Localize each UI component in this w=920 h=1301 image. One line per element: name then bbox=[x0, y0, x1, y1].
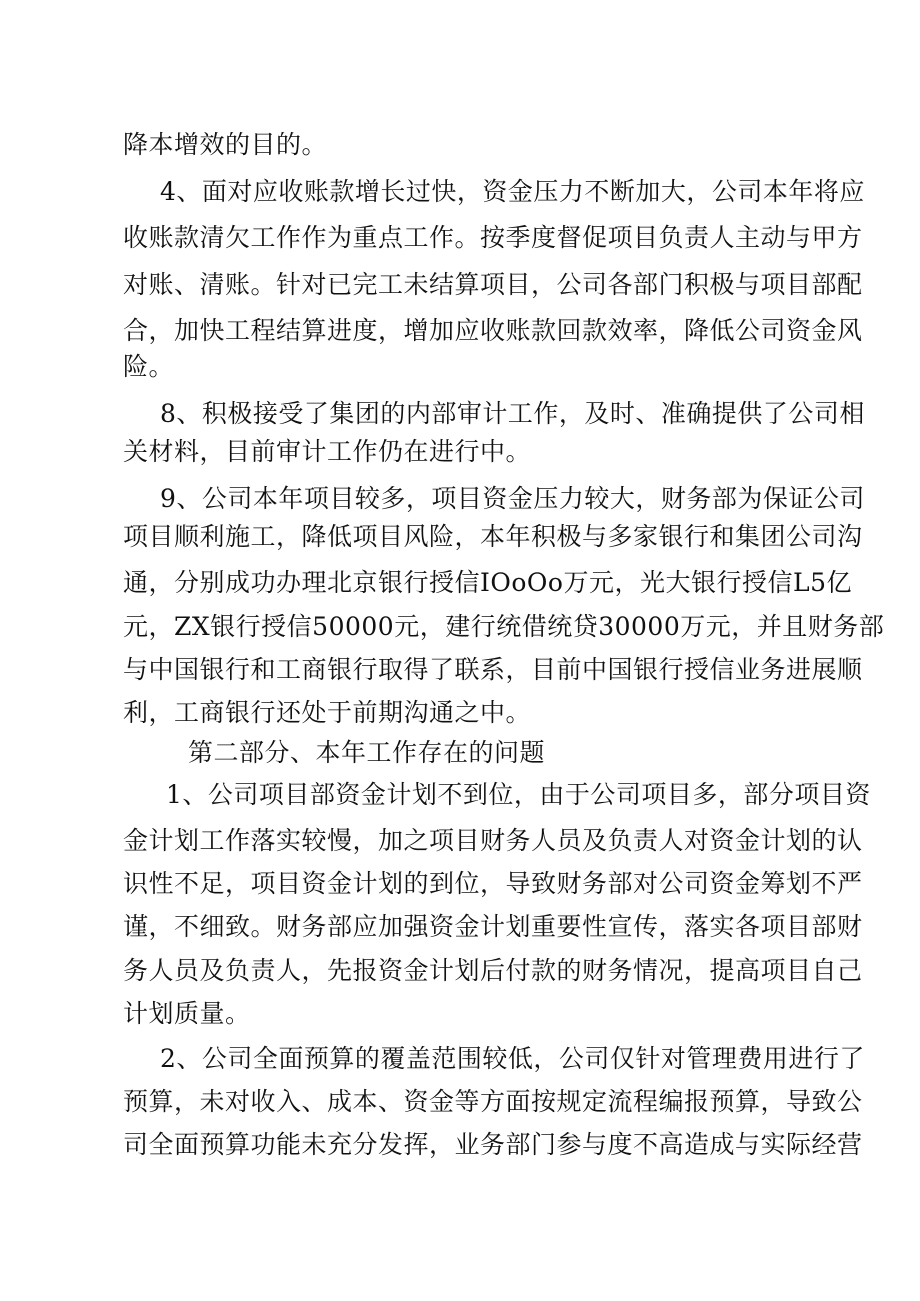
text-line: 8、积极接受了集团的内部审计工作，及时、准确提供了公司相 bbox=[160, 399, 865, 428]
text-line: 降本增效的目的。 bbox=[123, 130, 328, 159]
text-line: 2、公司全面预算的覆盖范围较低，公司仅针对管理费用进行了 bbox=[160, 1044, 865, 1073]
text-line: 险。 bbox=[123, 352, 175, 381]
text-line: 金计划工作落实较慢，加之项目财务人员及负责人对资金计划的认 bbox=[123, 826, 863, 855]
text-line: 4、面对应收账款增长过快，资金压力不断加大，公司本年将应 bbox=[160, 177, 865, 206]
text-line: 预算，未对收入、成本、资金等方面按规定流程编报预算，导致公 bbox=[123, 1087, 863, 1116]
text-line: 1、公司项目部资金计划不到位，由于公司项目多，部分项目资 bbox=[166, 780, 871, 809]
text-line: 务人员及负责人，先报资金计划后付款的财务情况，提高项目自己 bbox=[123, 956, 863, 985]
text-line: 合，加快工程结算进度，增加应收账款回款效率，降低公司资金风 bbox=[123, 316, 863, 345]
text-line: 收账款清欠工作作为重点工作。按季度督促项目负责人主动与甲方 bbox=[123, 223, 863, 252]
text-line: 项目顺利施工，降低项目风险，本年积极与多家银行和集团公司沟 bbox=[123, 522, 863, 551]
text-line: 与中国银行和工商银行取得了联系，目前中国银行授信业务进展顺 bbox=[123, 655, 863, 684]
text-line: 9、公司本年项目较多，项目资金压力较大，财务部为保证公司 bbox=[160, 484, 865, 513]
text-line: 谨，不细致。财务部应加强资金计划重要性宣传，落实各项目部财 bbox=[123, 912, 863, 941]
text-line: 通，分别成功办理北京银行授信IOoOo万元，光大银行授信L5亿 bbox=[123, 568, 852, 597]
section-heading: 第二部分、本年工作存在的问题 bbox=[188, 738, 546, 767]
text-line: 识性不足，项目资金计划的到位，导致财务部对公司资金筹划不严 bbox=[123, 869, 863, 898]
text-line: 对账、清账。针对已完工未结算项目，公司各部门积极与项目部配 bbox=[123, 270, 863, 299]
text-line: 计划质量。 bbox=[123, 999, 251, 1028]
text-line: 利，工商银行还处于前期沟通之中。 bbox=[123, 698, 532, 727]
text-line: 关材料，目前审计工作仍在进行中。 bbox=[123, 437, 532, 466]
text-line: 司全面预算功能未充分发挥，业务部门参与度不高造成与实际经营 bbox=[123, 1130, 863, 1159]
text-line: 元，ZX银行授信50000元，建行统借统贷30000万元，并且财务部 bbox=[123, 612, 885, 641]
